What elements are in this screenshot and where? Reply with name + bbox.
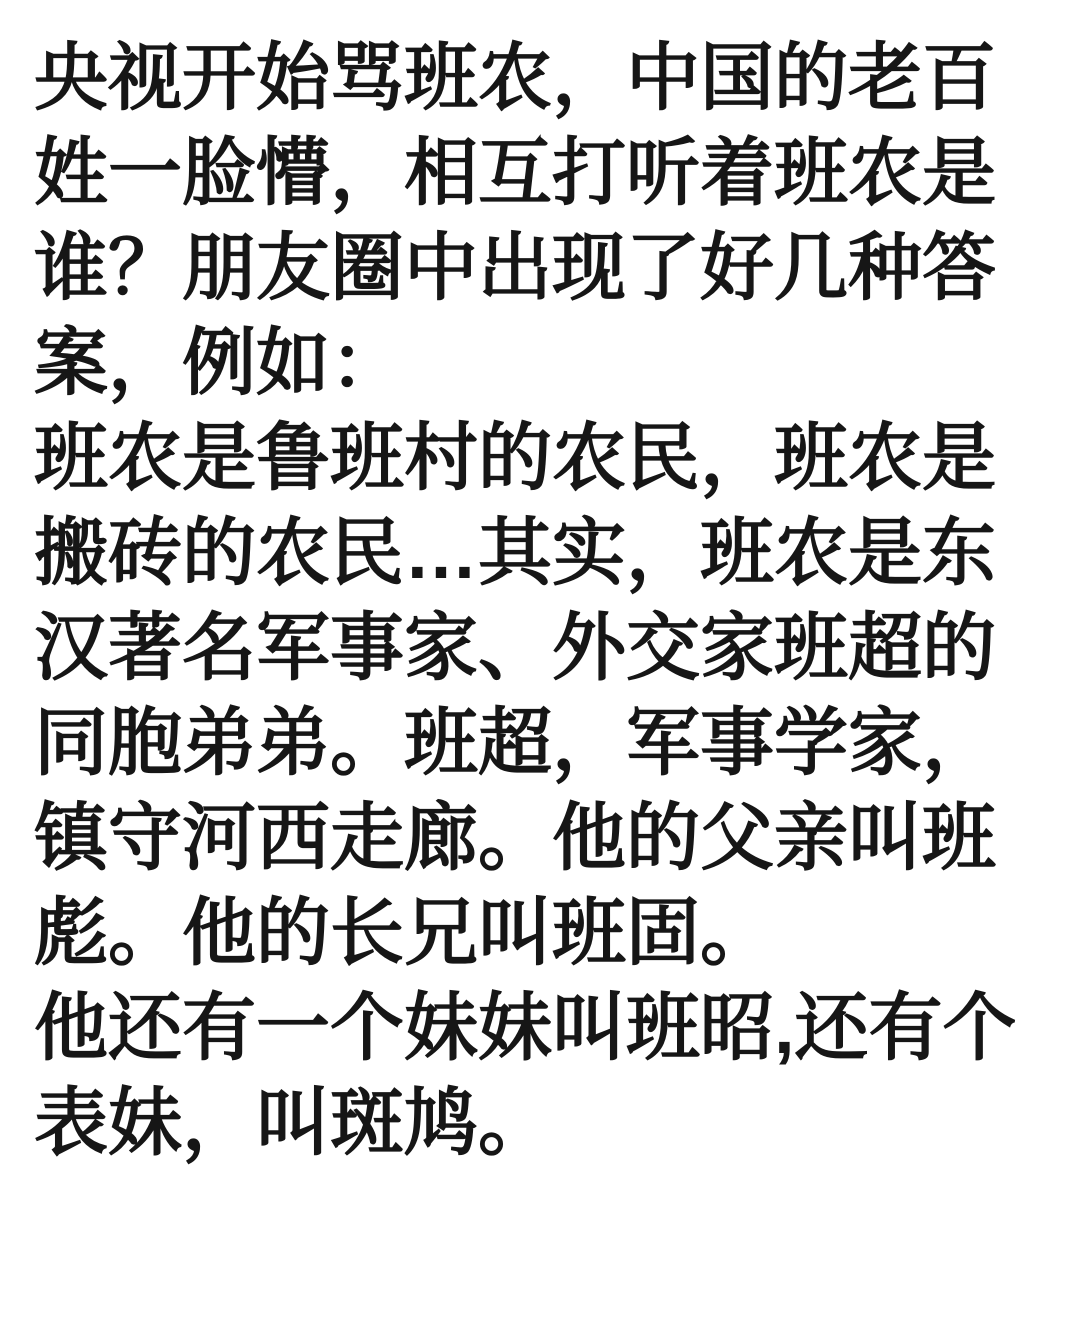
article-body	[34, 30, 1040, 1170]
paragraph-2: 班农是鲁班村的农民，班农是搬砖的农民…其实，班农是东汉著名军事家、外交家班超的同胞弟弟。班超，军事学家，镇守河西走廊。他的父亲叫班彪。他的长兄叫班固。	[34, 416, 996, 974]
paragraph-1: 央视开始骂班农，中国的老百姓一脸懵，相互打听着班农是谁？朋友圈中出现了好几种答案，例如：	[34, 36, 996, 404]
paragraph-3: 他还有一个妹妹叫班昭,还有个表妹，叫斑鸠。	[34, 986, 1017, 1164]
